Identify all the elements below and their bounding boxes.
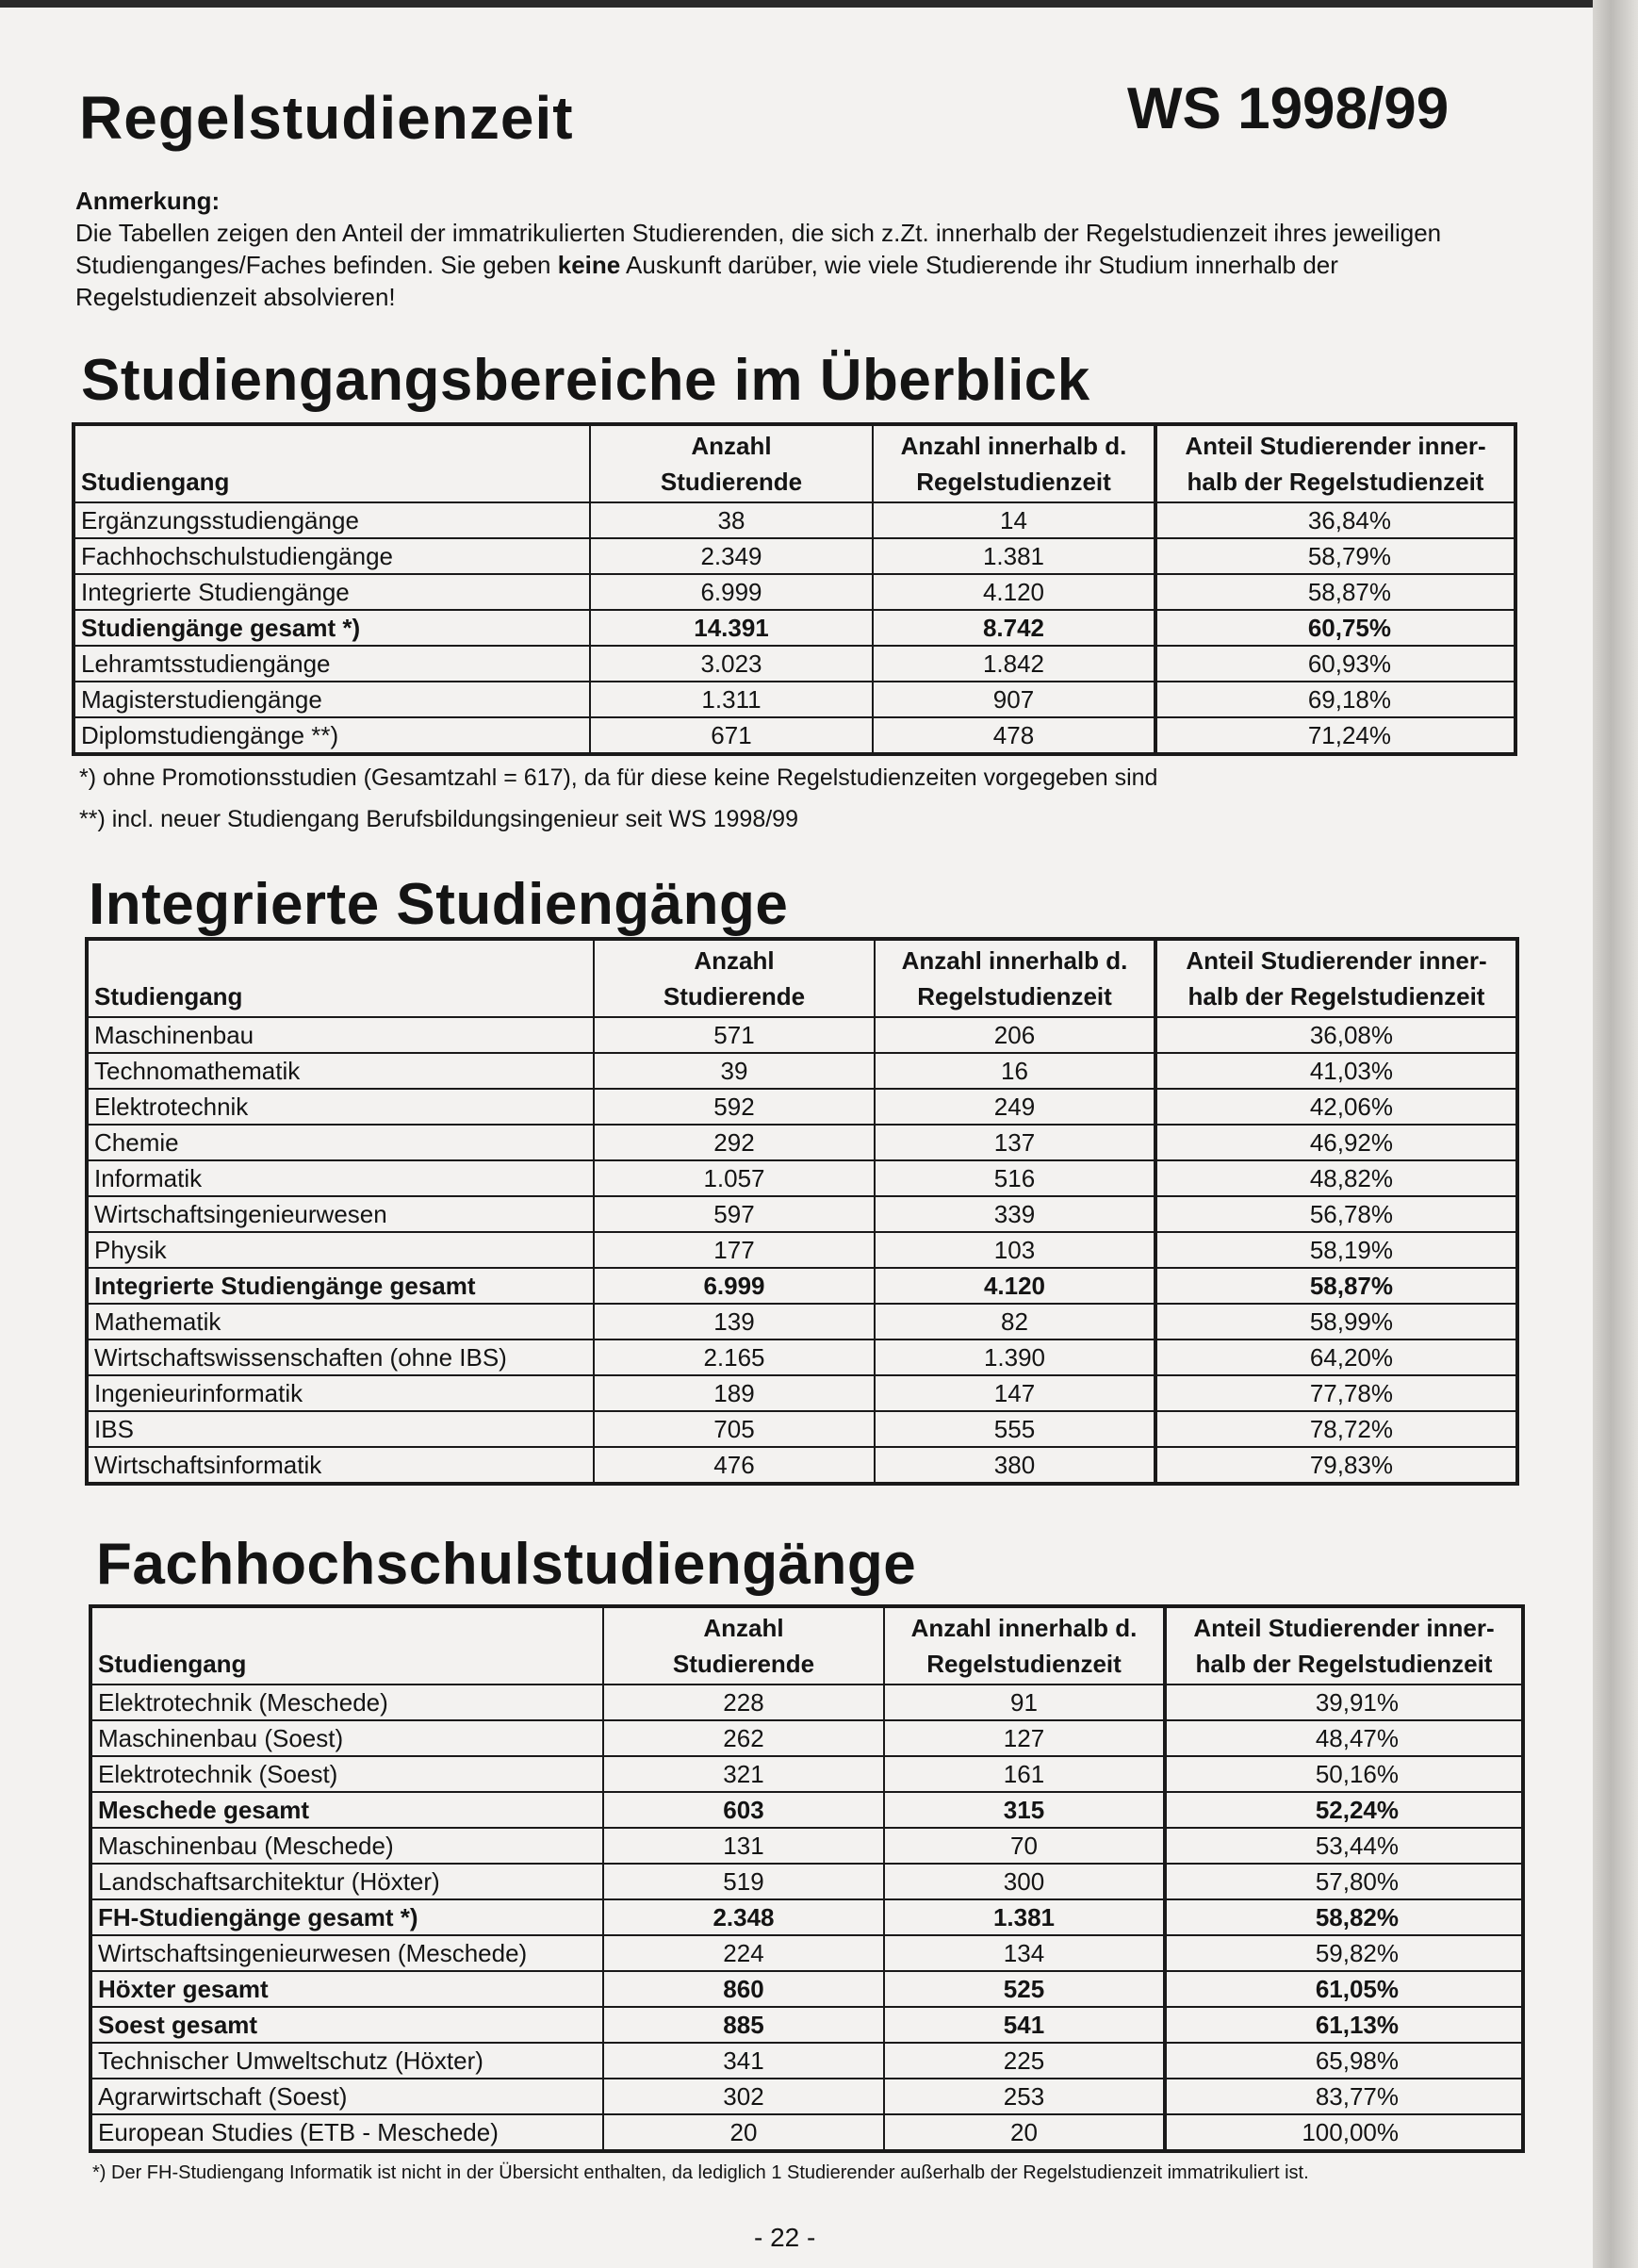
note-text-2: Auskunft darüber, wie viele Studierende ihr Studium innerhalb der Regelstudienzeit absolvieren! — [75, 251, 1338, 311]
cell-innerhalb: 103 — [875, 1232, 1155, 1268]
cell-studiengang: European Studies (ETB - Meschede) — [90, 2114, 603, 2151]
cell-anteil: 65,98% — [1165, 2043, 1523, 2079]
cell-studiengang: Landschaftsarchitektur (Höxter) — [90, 1864, 603, 1899]
cell-studiengang: Wirtschaftsingenieurwesen — [87, 1196, 594, 1232]
cell-anzahl: 1.311 — [590, 682, 873, 717]
cell-studiengang: Wirtschaftsinformatik — [87, 1447, 594, 1484]
cell-studiengang: Technomathematik — [87, 1053, 594, 1089]
cell-anteil: 36,84% — [1155, 502, 1515, 538]
table-header-row — [90, 1606, 1523, 1685]
note-label: Anmerkung: — [75, 187, 221, 215]
cell-studiengang: Maschinenbau (Meschede) — [90, 1828, 603, 1864]
col-header-studiengang: Studiengang — [87, 939, 594, 1017]
overview-section-title: Studiengangsbereiche im Überblick — [81, 348, 1090, 413]
cell-anzahl: 228 — [603, 1685, 884, 1720]
cell-studiengang: FH-Studiengänge gesamt *) — [90, 1899, 603, 1935]
cell-innerhalb: 147 — [875, 1375, 1155, 1411]
col-header-studiengang: Studiengang — [74, 424, 590, 502]
cell-anzahl: 885 — [603, 2007, 884, 2043]
cell-innerhalb: 1.381 — [884, 1899, 1165, 1935]
cell-studiengang: Wirtschaftswissenschaften (ohne IBS) — [87, 1339, 594, 1375]
cell-anteil: 58,79% — [1155, 538, 1515, 574]
cell-anteil: 56,78% — [1155, 1196, 1517, 1232]
cell-innerhalb: 137 — [875, 1125, 1155, 1160]
cell-innerhalb: 249 — [875, 1089, 1155, 1125]
cell-anteil: 61,05% — [1165, 1971, 1523, 2007]
table-row — [87, 1125, 1517, 1160]
fh-section-title: Fachhochschulstudiengänge — [96, 1532, 917, 1597]
cell-anzahl: 571 — [594, 1017, 875, 1053]
table-row — [90, 1792, 1523, 1828]
overview-footnote-2: **) incl. neuer Studiengang Berufsbildungsingenieur seit WS 1998/99 — [79, 806, 798, 832]
cell-studiengang: Physik — [87, 1232, 594, 1268]
cell-anteil: 58,99% — [1155, 1304, 1517, 1339]
col-header-anzahl: Anzahl Studierende — [603, 1606, 884, 1685]
page-title: Regelstudienzeit — [79, 84, 574, 152]
cell-innerhalb: 478 — [873, 717, 1155, 754]
cell-anzahl: 189 — [594, 1375, 875, 1411]
cell-anzahl: 671 — [590, 717, 873, 754]
table-row — [90, 1899, 1523, 1935]
cell-anteil: 48,82% — [1155, 1160, 1517, 1196]
overview-footnote-1: *) ohne Promotionsstudien (Gesamtzahl = 617), da für diese keine Regelstudienzeiten vorgegeben sind — [79, 764, 1158, 791]
cell-anteil: 46,92% — [1155, 1125, 1517, 1160]
table-row — [90, 1864, 1523, 1899]
table-row — [87, 1232, 1517, 1268]
cell-studiengang: Integrierte Studiengänge — [74, 574, 590, 610]
cell-anteil: 36,08% — [1155, 1017, 1517, 1053]
cell-anteil: 50,16% — [1165, 1756, 1523, 1792]
table-row — [87, 1196, 1517, 1232]
cell-anteil: 58,19% — [1155, 1232, 1517, 1268]
note-paragraph — [75, 185, 1489, 313]
cell-innerhalb: 541 — [884, 2007, 1165, 2043]
cell-anteil: 39,91% — [1165, 1685, 1523, 1720]
col-header-innerhalb: Anzahl innerhalb d. Regelstudienzeit — [875, 939, 1155, 1017]
table-row — [87, 1160, 1517, 1196]
cell-studiengang: Elektrotechnik (Meschede) — [90, 1685, 603, 1720]
table-row — [90, 2043, 1523, 2079]
table-row — [90, 2079, 1523, 2114]
cell-innerhalb: 134 — [884, 1935, 1165, 1971]
cell-anzahl: 177 — [594, 1232, 875, 1268]
cell-anzahl: 6.999 — [590, 574, 873, 610]
cell-anzahl: 3.023 — [590, 646, 873, 682]
table-header-row — [87, 939, 1517, 1017]
page-number: - 22 - — [754, 2223, 816, 2252]
cell-anzahl: 860 — [603, 1971, 884, 2007]
cell-studiengang: Maschinenbau (Soest) — [90, 1720, 603, 1756]
cell-innerhalb: 14 — [873, 502, 1155, 538]
cell-anteil: 83,77% — [1165, 2079, 1523, 2114]
cell-innerhalb: 1.381 — [873, 538, 1155, 574]
col-header-anzahl: Anzahl Studierende — [590, 424, 873, 502]
cell-anzahl: 302 — [603, 2079, 884, 2114]
cell-anzahl: 2.165 — [594, 1339, 875, 1375]
cell-studiengang: Meschede gesamt — [90, 1792, 603, 1828]
cell-anteil: 71,24% — [1155, 717, 1515, 754]
cell-innerhalb: 253 — [884, 2079, 1165, 2114]
fh-footnote: *) Der FH-Studiengang Informatik ist nicht in der Übersicht enthalten, da lediglich 1 Studierender außerhalb der Regelstudienzeit immatrikuliert ist. — [92, 2162, 1309, 2183]
cell-anzahl: 341 — [603, 2043, 884, 2079]
table-row — [74, 574, 1515, 610]
cell-anzahl: 14.391 — [590, 610, 873, 646]
cell-studiengang: Ingenieurinformatik — [87, 1375, 594, 1411]
integrated-table — [85, 937, 1519, 1486]
scan-right-edge — [1593, 0, 1638, 2268]
cell-studiengang: Mathematik — [87, 1304, 594, 1339]
cell-innerhalb: 300 — [884, 1864, 1165, 1899]
cell-anteil: 79,83% — [1155, 1447, 1517, 1484]
cell-anteil: 53,44% — [1165, 1828, 1523, 1864]
table-row — [74, 502, 1515, 538]
cell-studiengang: Höxter gesamt — [90, 1971, 603, 2007]
cell-innerhalb: 91 — [884, 1685, 1165, 1720]
cell-anzahl: 2.348 — [603, 1899, 884, 1935]
scan-top-edge — [0, 0, 1593, 8]
cell-anteil: 58,87% — [1155, 574, 1515, 610]
cell-innerhalb: 1.842 — [873, 646, 1155, 682]
table-row — [87, 1375, 1517, 1411]
cell-innerhalb: 1.390 — [875, 1339, 1155, 1375]
cell-studiengang: Informatik — [87, 1160, 594, 1196]
fh-table — [89, 1604, 1525, 2153]
table-row — [74, 682, 1515, 717]
cell-anzahl: 131 — [603, 1828, 884, 1864]
table-row — [90, 1720, 1523, 1756]
col-header-anzahl: Anzahl Studierende — [594, 939, 875, 1017]
col-header-studiengang: Studiengang — [90, 1606, 603, 1685]
cell-innerhalb: 225 — [884, 2043, 1165, 2079]
cell-anzahl: 39 — [594, 1053, 875, 1089]
table-row — [90, 1756, 1523, 1792]
cell-studiengang: Ergänzungsstudiengänge — [74, 502, 590, 538]
table-row — [87, 1053, 1517, 1089]
cell-innerhalb: 516 — [875, 1160, 1155, 1196]
cell-anzahl: 603 — [603, 1792, 884, 1828]
cell-anteil: 58,82% — [1165, 1899, 1523, 1935]
cell-innerhalb: 4.120 — [873, 574, 1155, 610]
table-row — [87, 1304, 1517, 1339]
cell-studiengang: Chemie — [87, 1125, 594, 1160]
overview-table — [72, 422, 1517, 756]
cell-studiengang: Diplomstudiengänge **) — [74, 717, 590, 754]
cell-anteil: 60,93% — [1155, 646, 1515, 682]
cell-studiengang: Maschinenbau — [87, 1017, 594, 1053]
cell-studiengang: Soest gesamt — [90, 2007, 603, 2043]
note-text-bold: keine — [557, 251, 621, 279]
cell-innerhalb: 4.120 — [875, 1268, 1155, 1304]
table-row — [90, 1685, 1523, 1720]
cell-innerhalb: 70 — [884, 1828, 1165, 1864]
cell-anzahl: 321 — [603, 1756, 884, 1792]
cell-anteil: 61,13% — [1165, 2007, 1523, 2043]
cell-anzahl: 597 — [594, 1196, 875, 1232]
table-row — [90, 1971, 1523, 2007]
col-header-anteil: Anteil Studierender inner- halb der Regelstudienzeit — [1155, 424, 1515, 502]
col-header-anteil: Anteil Studierender inner- halb der Regelstudienzeit — [1155, 939, 1517, 1017]
cell-anteil: 52,24% — [1165, 1792, 1523, 1828]
cell-anteil: 78,72% — [1155, 1411, 1517, 1447]
table-row — [87, 1017, 1517, 1053]
table-row — [87, 1411, 1517, 1447]
cell-anzahl: 20 — [603, 2114, 884, 2151]
cell-anzahl: 224 — [603, 1935, 884, 1971]
col-header-innerhalb: Anzahl innerhalb d. Regelstudienzeit — [873, 424, 1155, 502]
cell-innerhalb: 555 — [875, 1411, 1155, 1447]
cell-innerhalb: 161 — [884, 1756, 1165, 1792]
cell-anzahl: 592 — [594, 1089, 875, 1125]
cell-anteil: 100,00% — [1165, 2114, 1523, 2151]
cell-studiengang: IBS — [87, 1411, 594, 1447]
cell-anteil: 64,20% — [1155, 1339, 1517, 1375]
cell-anteil: 77,78% — [1155, 1375, 1517, 1411]
cell-anteil: 60,75% — [1155, 610, 1515, 646]
col-header-innerhalb: Anzahl innerhalb d. Regelstudienzeit — [884, 1606, 1165, 1685]
table-row — [87, 1447, 1517, 1484]
cell-innerhalb: 315 — [884, 1792, 1165, 1828]
cell-innerhalb: 525 — [884, 1971, 1165, 2007]
cell-studiengang: Elektrotechnik (Soest) — [90, 1756, 603, 1792]
table-row — [87, 1339, 1517, 1375]
cell-anzahl: 292 — [594, 1125, 875, 1160]
cell-anzahl: 262 — [603, 1720, 884, 1756]
table-row — [90, 1935, 1523, 1971]
cell-anteil: 69,18% — [1155, 682, 1515, 717]
cell-studiengang: Technischer Umweltschutz (Höxter) — [90, 2043, 603, 2079]
cell-studiengang: Wirtschaftsingenieurwesen (Meschede) — [90, 1935, 603, 1971]
integrated-section-title: Integrierte Studiengänge — [89, 872, 789, 937]
cell-innerhalb: 82 — [875, 1304, 1155, 1339]
cell-anzahl: 2.349 — [590, 538, 873, 574]
table-row — [74, 610, 1515, 646]
cell-studiengang: Agrarwirtschaft (Soest) — [90, 2079, 603, 2114]
cell-studiengang: Elektrotechnik — [87, 1089, 594, 1125]
cell-anzahl: 38 — [590, 502, 873, 538]
table-row — [87, 1268, 1517, 1304]
cell-anzahl: 705 — [594, 1411, 875, 1447]
cell-anteil: 48,47% — [1165, 1720, 1523, 1756]
cell-anteil: 59,82% — [1165, 1935, 1523, 1971]
cell-innerhalb: 206 — [875, 1017, 1155, 1053]
cell-studiengang: Integrierte Studiengänge gesamt — [87, 1268, 594, 1304]
table-row — [74, 717, 1515, 754]
cell-anzahl: 139 — [594, 1304, 875, 1339]
cell-innerhalb: 339 — [875, 1196, 1155, 1232]
table-row — [90, 1828, 1523, 1864]
cell-anzahl: 1.057 — [594, 1160, 875, 1196]
table-header-row — [74, 424, 1515, 502]
cell-anzahl: 6.999 — [594, 1268, 875, 1304]
note-text-1: Die Tabellen zeigen den Anteil der immatrikulierten Studierenden, die sich z.Zt. innerhalb der Regelstudienzeit ihres jeweiligen Studienganges/Faches befinden. Sie geben — [75, 219, 1442, 279]
cell-studiengang: Magisterstudiengänge — [74, 682, 590, 717]
table-row — [90, 2007, 1523, 2043]
cell-anteil: 57,80% — [1165, 1864, 1523, 1899]
cell-anteil: 41,03% — [1155, 1053, 1517, 1089]
table-row — [74, 646, 1515, 682]
col-header-anteil: Anteil Studierender inner- halb der Regelstudienzeit — [1165, 1606, 1523, 1685]
cell-innerhalb: 8.742 — [873, 610, 1155, 646]
cell-innerhalb: 16 — [875, 1053, 1155, 1089]
cell-anzahl: 476 — [594, 1447, 875, 1484]
semester-label: WS 1998/99 — [1127, 76, 1450, 141]
cell-innerhalb: 380 — [875, 1447, 1155, 1484]
cell-innerhalb: 20 — [884, 2114, 1165, 2151]
cell-studiengang: Studiengänge gesamt *) — [74, 610, 590, 646]
table-row — [87, 1089, 1517, 1125]
table-row — [90, 2114, 1523, 2151]
cell-anzahl: 519 — [603, 1864, 884, 1899]
table-row — [74, 538, 1515, 574]
cell-innerhalb: 127 — [884, 1720, 1165, 1756]
cell-anteil: 58,87% — [1155, 1268, 1517, 1304]
cell-studiengang: Lehramtsstudiengänge — [74, 646, 590, 682]
cell-innerhalb: 907 — [873, 682, 1155, 717]
cell-anteil: 42,06% — [1155, 1089, 1517, 1125]
cell-studiengang: Fachhochschulstudiengänge — [74, 538, 590, 574]
